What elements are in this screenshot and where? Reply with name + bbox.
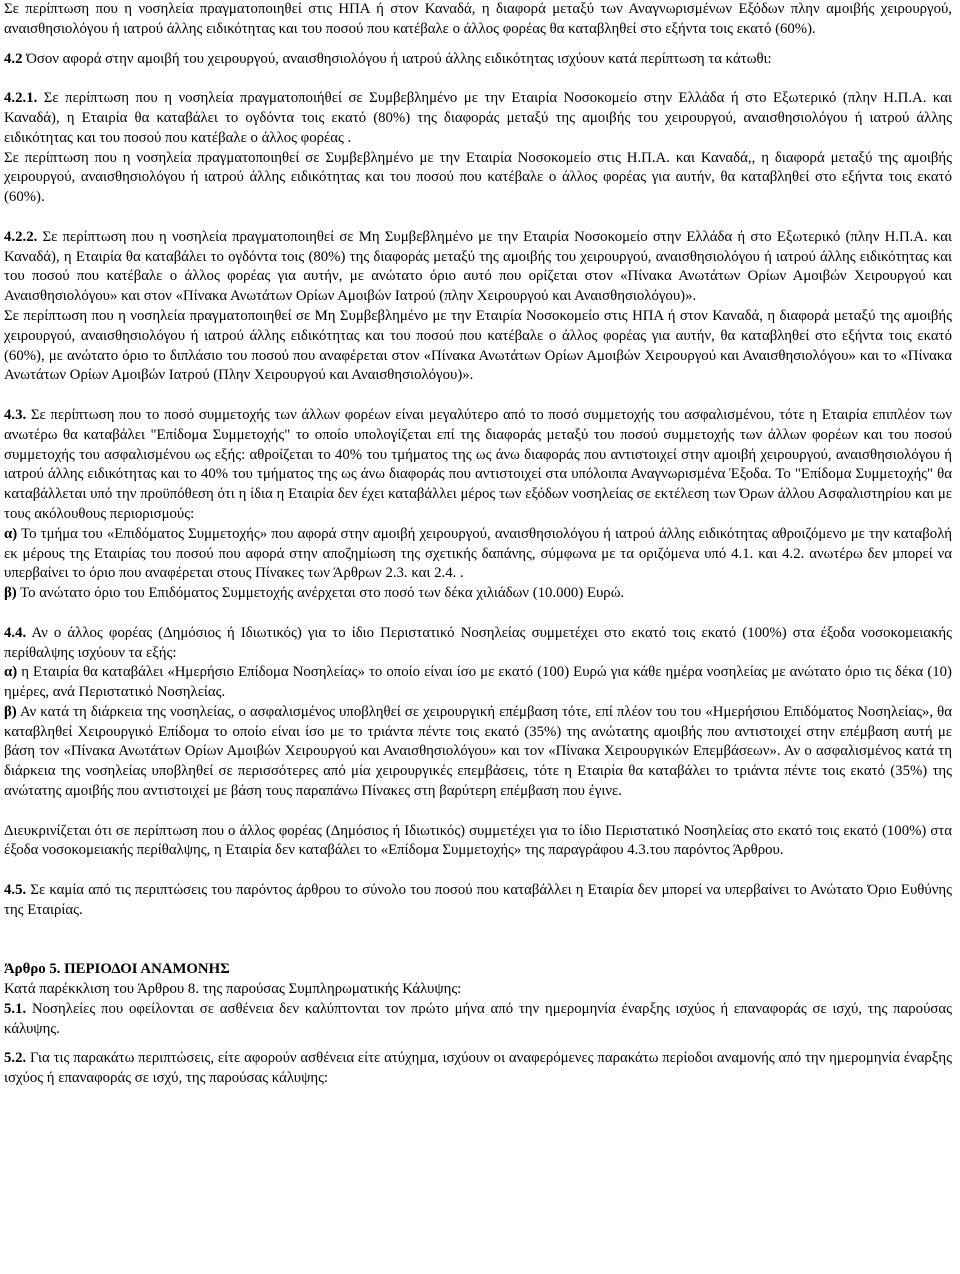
- section-5-2: [4, 1049, 952, 1089]
- section-number: 4.4.: [4, 624, 27, 641]
- section-text: Νοσηλείες που οφείλονται σε ασθένεια δεν καλύπτονται τον πρώτο μήνα από την ημερομηνία έναρξης ισχύος ή επαναφοράς σε ισχύ, της παρούσας κάλυψης.: [4, 1000, 952, 1037]
- section-text: Για τις παρακάτω περιπτώσεις, είτε αφορούν ασθένεια είτε ατύχημα, ισχύουν οι αναφερόμενες παρακάτω περίοδοι αναμονής από την ημερομηνία έναρξης ισχύος ή επαναφοράς σε ισχύ, της παρούσας κάλυψης:: [4, 1050, 952, 1087]
- item-label: α): [4, 664, 18, 681]
- section-4-2-2-continued: Σε περίπτωση που η νοσηλεία πραγματοποιηθεί σε Μη Συμβεβλημένο με την Εταιρία Νοσοκομείο στις ΗΠΑ ή στον Καναδά, η διαφορά μεταξύ της αμοιβής χειρουργού, αναισθησιολόγου ή ιατρού άλλης ειδικότητας και του ποσού που κατέβαλε ο άλλος φορέας για αυτήν, θα καταβληθεί στο εξήντα τοις εκατό (60%), με ανώτατο όριο το διπλάσιο του ποσού που αναφέρεται στον «Πίνακα Ανωτάτων Ορίων Αμοιβών Χειρουργού και Αναισθησιολόγου» και το «Πίνακα Ανωτάτων Ορίων Αμοιβών Ιατρού (Πλην Χειρουργού και Αναισθησιολόγου)».: [4, 307, 952, 384]
- section-text: Σε περίπτωση που η νοσηλεία πραγματοποιηθεί σε Μη Συμβεβλημένο με την Εταιρία Νοσοκομείο στην Ελλάδα ή στο Εξωτερικό (πλην Η.Π.Α. και Καναδά), η Εταιρία θα καταβάλει το ογδόντα τοις (80%) της διαφοράς μεταξύ της αμοιβής του χειρουργού, αναισθησιολόγου ή ιατρού άλλης ειδικότητας και του ποσού που κατέβαλε ο άλλος φορέας για αυτήν, με ανώτατο όριο αυτό που ορίζεται στον «Πίνακα Ανωτάτων Ορίων Αμοιβών Χειρουργού και Αναισθησιολόγου» και στον «Πίνακα Ανωτάτων Ορίων Αμοιβών Ιατρού (πλην Χειρουργού και Αναισθησιολόγου)».: [4, 228, 952, 305]
- item-label: β): [4, 703, 17, 720]
- article-5-title: Άρθρο 5. ΠΕΡΙΟΔΟΙ ΑΝΑΜΟΝΗΣ: [4, 961, 230, 978]
- section-text: Σε περίπτωση που το ποσό συμμετοχής των άλλων φορέων είναι μεγαλύτερο από το ποσό συμμετοχής του ασφαλισμένου, τότε η Εταιρία επιπλέον των ανωτέρω θα καταβάλει "Επίδομα Συμμετοχής" το οποίο υπολογίζεται επί της διαφοράς μεταξύ του ποσού συμμετοχής των άλλων φορέων και του ποσού συμμετοχής του ασφαλισμένου ως εξής: αθροίζεται το 40% του τμήματος της ως άνω διαφοράς που αντιστοιχεί στην αμοιβή χειρουργού, αναισθησιολόγου ή ιατρού άλλης ειδικότητας και το 40% του τμήματος της ως άνω διαφοράς που αντιστοιχεί στα υπόλοιπα Αναγνωρισμένα Έξοδα. Το "Επίδομα Συμμετοχής" θα καταβάλλεται υπό την προϋπόθεση ότι η ίδια η Εταιρία δεν έχει καταβάλλει μέρος των εξόδων νοσηλείας σε εκτέλεση των Όρων άλλου Ασφαλιστηρίου και με τους ακόλουθους περιορισμούς:: [4, 406, 952, 522]
- section-4-3: [4, 406, 952, 525]
- section-text: Αν ο άλλος φορέας (Δημόσιος ή Ιδιωτικός) για το ίδιο Περιστατικό Νοσηλείας συμμετέχει στο εκατό τοις εκατό (100%) στα έξοδα νοσοκομειακής περίθαλψης ισχύουν τα εξής:: [4, 624, 952, 661]
- section-4-2-1-continued: Σε περίπτωση που η νοσηλεία πραγματοποιηθεί σε Συμβεβλημένο με την Εταιρία Νοσοκομείο στις Η.Π.Α. και Καναδά,, η διαφορά μεταξύ της αμοιβής χειρουργού, αναισθησιολόγου ή ιατρού άλλης ειδικότητας και του ποσού που κατέβαλε ο άλλος φορέας για αυτήν, θα καταβληθεί στο εξήντα τοις εκατό (60%).: [4, 149, 952, 206]
- section-text: Όσον αφορά στην αμοιβή του χειρουργού, αναισθησιολόγου ή ιατρού άλλης ειδικότητας ισχύουν κατά περίπτωση τα κάτωθι:: [22, 50, 772, 67]
- item-text: Αν κατά τη διάρκεια της νοσηλείας, ο ασφαλισμένος υποβληθεί σε χειρουργική επέμβαση τότε, επί πλέον του του «Ημερήσιου Επιδόματος Νοσηλείας», θα καταβληθεί Χειρουργικό Επίδομα το οποίο είναι ίσο με το τριάντα πέντε τοις εκατό (35%) της ανώτατης αμοιβής που αντιστοιχεί στην επέμβαση αυτή με βάση τον «Πίνακα Ανωτάτων Ορίων Αμοιβών Χειρουργού και Αναισθησιολόγου» και τον «Πίνακα Χειρουργικών Επεμβάσεων». Αν ο ασφαλισμένος κατά τη διάρκεια της νοσηλείας υποβληθεί σε περισσότερες από μία χειρουργικές επεμβάσεις, τότε η Εταιρία θα καταβάλει το τριάντα πέντε τοις εκατό (35%) της ανώτατης αμοιβής που αντιστοιχεί με βάση τους παραπάνω Πίνακες στη βαρύτερη επέμβαση που έγινε.: [4, 703, 952, 800]
- section-number: 4.2: [4, 50, 23, 67]
- section-number: 5.2.: [4, 1050, 27, 1067]
- section-text: Σε καμία από τις περιπτώσεις του παρόντος άρθρου το σύνολο του ποσού που καταβάλλει η Εταιρία δεν μπορεί να υπερβαίνει το Ανώτατο Όριο Ευθύνης της Εταιρίας.: [4, 882, 952, 918]
- section-number: 4.3.: [4, 406, 27, 423]
- section-5-1: [4, 1000, 952, 1040]
- section-text: Σε περίπτωση που η νοσηλεία πραγματοποιήθεί σε Συμβεβλημένο με την Εταιρία Νοσοκομείο στην Ελλάδα ή στο Εξωτερικό (πλην Η.Π.Α. και Καναδά), η Εταιρία θα καταβάλει το ογδόντα τοις εκατό (80%) της διαφοράς μεταξύ της αμοιβής του χειρουργού, αναισθησιολόγου ή ιατρού άλλης ειδικότητας και του ποσού που κατέβαλε ο άλλος φορέας .: [4, 90, 952, 146]
- item-text: Το ανώτατο όριο του Επιδόματος Συμμετοχής ανέρχεται στο ποσό των δέκα χιλιάδων (10.000) Ευρώ.: [16, 585, 625, 602]
- section-4-5: [4, 881, 952, 921]
- section-number: 5.1.: [4, 1000, 27, 1017]
- section-4-2-2: [4, 228, 952, 307]
- paragraph-intro: Σε περίπτωση που η νοσηλεία πραγματοποιηθεί στις ΗΠΑ ή στον Καναδά, η διαφορά μεταξύ των Αναγνωρισμένων Εξόδων πλην αμοιβής χειρουργού, αναισθησιολόγου ή ιατρού άλλης ειδικότητας και του ποσού που κατέβαλε ο άλλος φορέας θα καταβληθεί στο εξήντα τοις εκατό (60%).: [4, 1, 952, 37]
- section-number: 4.2.1.: [4, 90, 38, 107]
- section-4-2: [4, 50, 952, 70]
- section-4-3-item-b: [4, 584, 952, 604]
- item-text: Το τμήμα του «Επιδόματος Συμμετοχής» που αφορά στην αμοιβή χειρουργού, αναισθησιολόγου ή ιατρού άλλης ειδικότητας αθροιζόμενο με την καταβολή εκ μέρους της Εταιρίας του ποσού που αφορά στην αποζημίωση της σχετικής δαπάνης, σύμφωνα με τα οριζόμενα υπό 4.1. και 4.2. ανωτέρω δεν μπορεί να υπερβαίνει το όριο που αναφέρεται στους Πίνακες των Άρθρων 2.3. και 2.4. .: [4, 525, 952, 582]
- item-text: η Εταιρία θα καταβάλει «Ημερήσιο Επίδομα Νοσηλείας» το οποίο είναι ίσο με εκατό (100) Ευρώ για κάθε ημέρα νοσηλείας με ανώτατο όριο τις δέκα (10) ημέρες, ανά Περιστατικό Νοσηλείας.: [4, 664, 952, 701]
- section-4-4-item-a: [4, 663, 952, 703]
- section-4-4-item-b: [4, 703, 952, 802]
- section-number: 4.5.: [4, 882, 27, 899]
- item-label: β): [4, 585, 17, 602]
- section-4-4: [4, 624, 952, 664]
- section-4-3-item-a: [4, 525, 952, 584]
- section-4-2-1: [4, 89, 952, 148]
- item-label: α): [4, 525, 18, 542]
- article-5-intro: Κατά παρέκκλιση του Άρθρου 8. της παρούσας Συμπληρωματικής Κάλυψης:: [4, 981, 462, 998]
- section-number: 4.2.2.: [4, 228, 38, 245]
- section-4-4-clarification: Διευκρινίζεται ότι σε περίπτωση που ο άλλος φορέας (Δημόσιος ή Ιδιωτικός) συμμετέχει για το ίδιο Περιστατικό Νοσηλείας στο εκατό τοις εκατό (100%) στα έξοδα νοσοκομειακής περίθαλψης, η Εταιρία δεν καταβάλει το «Επίδομα Συμμετοχής» της παραγράφου 4.3.του παρόντος Άρθρου.: [4, 822, 952, 859]
